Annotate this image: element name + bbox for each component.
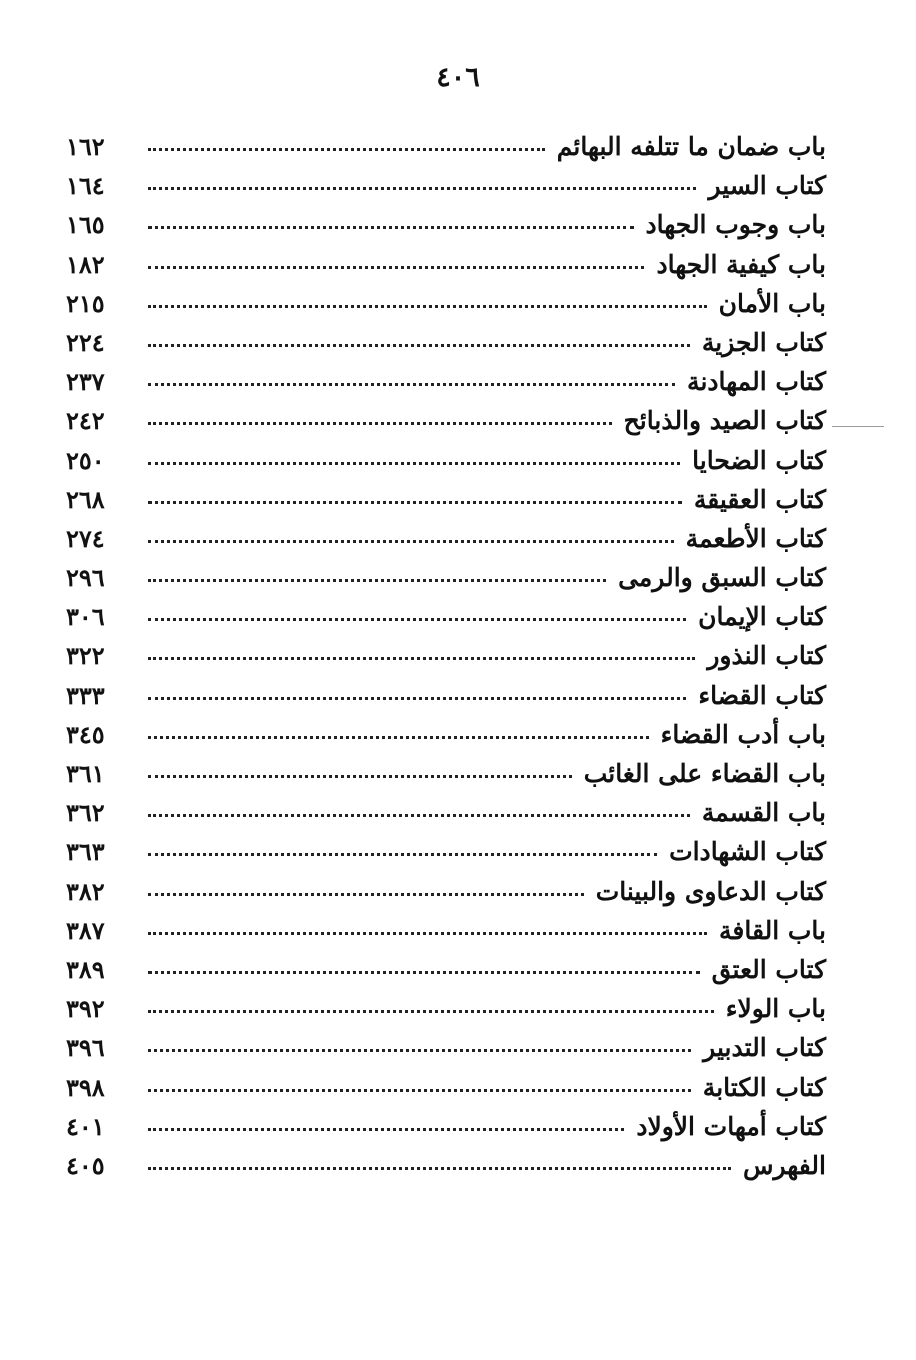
toc-entry-page: ٢٢٤ (66, 327, 105, 357)
toc-entry (66, 994, 826, 1033)
toc-entry-title: كتاب الأطعمة (685, 523, 826, 553)
dot-leader (148, 775, 572, 778)
dot-leader (148, 383, 675, 386)
toc-entry-page: ٣٨٩ (66, 954, 105, 984)
dot-leader (148, 148, 545, 151)
toc-entry-title: باب كيفية الجهاد (656, 249, 826, 279)
dot-leader (148, 853, 657, 856)
toc-entry-title: كتاب السبق والرمى (618, 563, 826, 593)
toc-entry-page: ٣٩٦ (66, 1033, 105, 1063)
dot-leader (148, 736, 649, 739)
toc-entry (66, 485, 826, 524)
toc-entry-page: ٣٨٢ (66, 876, 105, 906)
dot-leader (148, 501, 682, 504)
toc-entry (66, 916, 826, 955)
toc-entry (66, 524, 826, 563)
toc-entry-page: ٣٦٢ (66, 798, 105, 828)
toc-entry-title: كتاب أمهات الأولاد (636, 1111, 826, 1141)
toc-entry-title: باب القضاء على الغائب (583, 759, 826, 788)
toc-entry (66, 210, 826, 249)
toc-entry-page: ١٦٥ (66, 210, 105, 240)
toc-entry (66, 602, 826, 641)
toc-entry (66, 367, 826, 406)
toc-entry (66, 250, 826, 289)
toc-entry-title: كتاب الكتابة (702, 1072, 826, 1102)
toc-entry-title: باب وجوب الجهاد (645, 210, 826, 240)
dot-leader (148, 187, 696, 190)
toc-entry (66, 955, 826, 994)
toc-entry-page: ٣٠٦ (66, 602, 105, 632)
toc-entry-page: ٣٢٢ (66, 641, 105, 671)
toc-entry-page: ٣٦٣ (66, 837, 105, 867)
dot-leader (148, 932, 707, 935)
toc-entry (66, 446, 826, 485)
dot-leader (148, 1167, 731, 1170)
dot-leader (148, 305, 707, 308)
toc-entry-title: كتاب السير (708, 171, 826, 201)
toc-entry (66, 406, 826, 445)
dot-leader (148, 893, 584, 896)
dot-leader (148, 462, 680, 465)
toc-entry-title: باب أدب القضاء (660, 719, 826, 749)
dot-leader (148, 697, 686, 700)
toc-entry (66, 798, 826, 837)
toc-entry-title: باب القافة (719, 915, 826, 945)
dot-leader (148, 814, 690, 817)
dot-leader (148, 266, 644, 269)
toc-entry-page: ٢٩٦ (66, 563, 105, 593)
toc-entry (66, 171, 826, 210)
toc-entry-title: كتاب الضحايا (692, 445, 826, 475)
toc-entry (66, 720, 826, 759)
dot-leader (148, 1128, 624, 1131)
toc-entry-page: ٢٣٧ (66, 367, 105, 397)
toc-entry-page: ٢٧٤ (66, 523, 105, 553)
toc-entry (66, 289, 826, 328)
toc-entry-page: ٢٦٨ (66, 484, 105, 514)
toc-entry (66, 681, 826, 720)
toc-entry-page: ٣٤٥ (66, 719, 105, 749)
dot-leader (148, 344, 690, 347)
toc-entry (66, 877, 826, 916)
dot-leader (148, 226, 634, 229)
toc-entry-page: ٣٩٢ (66, 994, 105, 1024)
toc-entry-page: ١٦٢ (66, 132, 105, 161)
toc-entry-title: كتاب الشهادات (669, 837, 826, 867)
toc-entry (66, 328, 826, 367)
toc-entry-title: كتاب التدبير (703, 1033, 826, 1063)
toc-entry-page: ٣٦١ (66, 759, 105, 788)
toc-entry (66, 1112, 826, 1151)
toc-entry-title: كتاب الجزية (701, 327, 826, 357)
dot-leader (148, 618, 686, 621)
dot-leader (148, 1049, 691, 1052)
toc-entry (66, 1073, 826, 1112)
toc-entry (66, 641, 826, 680)
toc-entry (66, 1033, 826, 1072)
toc-entry-title: كتاب الدعاوى والبينات (595, 876, 826, 906)
toc-entry (66, 1151, 826, 1190)
dot-leader (148, 1010, 714, 1013)
toc-entry-page: ٣٣٣ (66, 680, 105, 710)
toc-entry-title: كتاب القضاء (698, 680, 826, 710)
toc-entry-page: ٢٤٢ (66, 406, 105, 436)
page-number: ٤٠٦ (436, 62, 480, 93)
toc-entry-page: ٤٠٥ (66, 1150, 105, 1180)
toc-entry-title: باب القسمة (701, 798, 826, 828)
toc-entry-page: ٢١٥ (66, 288, 105, 318)
toc-entry-page: ٢٥٠ (66, 445, 105, 475)
toc-entry-title: باب ضمان ما تتلفه البهائم (556, 132, 826, 161)
dot-leader (148, 422, 612, 425)
toc-entry-title: الفهرس (742, 1150, 826, 1180)
toc-entry-title: باب الأمان (718, 288, 826, 318)
toc-entry-page: ١٨٢ (66, 249, 105, 279)
toc-entry-title: كتاب المهادنة (687, 367, 826, 397)
dot-leader (148, 657, 695, 660)
toc-entry-title: كتاب الإيمان (698, 602, 826, 632)
dot-leader (148, 971, 700, 974)
toc-entry-page: ٣٨٧ (66, 915, 105, 945)
toc-entry (66, 132, 826, 171)
toc-entry (66, 837, 826, 876)
table-of-contents (66, 132, 826, 1190)
toc-entry-page: ٣٩٨ (66, 1072, 105, 1102)
toc-entry-title: كتاب الصيد والذبائح (623, 406, 826, 436)
toc-entry (66, 759, 826, 798)
toc-entry (66, 563, 826, 602)
toc-entry-page: ٤٠١ (66, 1111, 105, 1141)
toc-entry-title: كتاب العتق (711, 954, 826, 984)
dot-leader (148, 540, 674, 543)
dot-leader (148, 579, 606, 582)
margin-mark (832, 426, 884, 427)
dot-leader (148, 1089, 691, 1092)
toc-entry-page: ١٦٤ (66, 171, 105, 201)
toc-entry-title: كتاب العقيقة (693, 484, 826, 514)
toc-entry-title: باب الولاء (725, 994, 826, 1024)
toc-entry-title: كتاب النذور (707, 641, 826, 671)
